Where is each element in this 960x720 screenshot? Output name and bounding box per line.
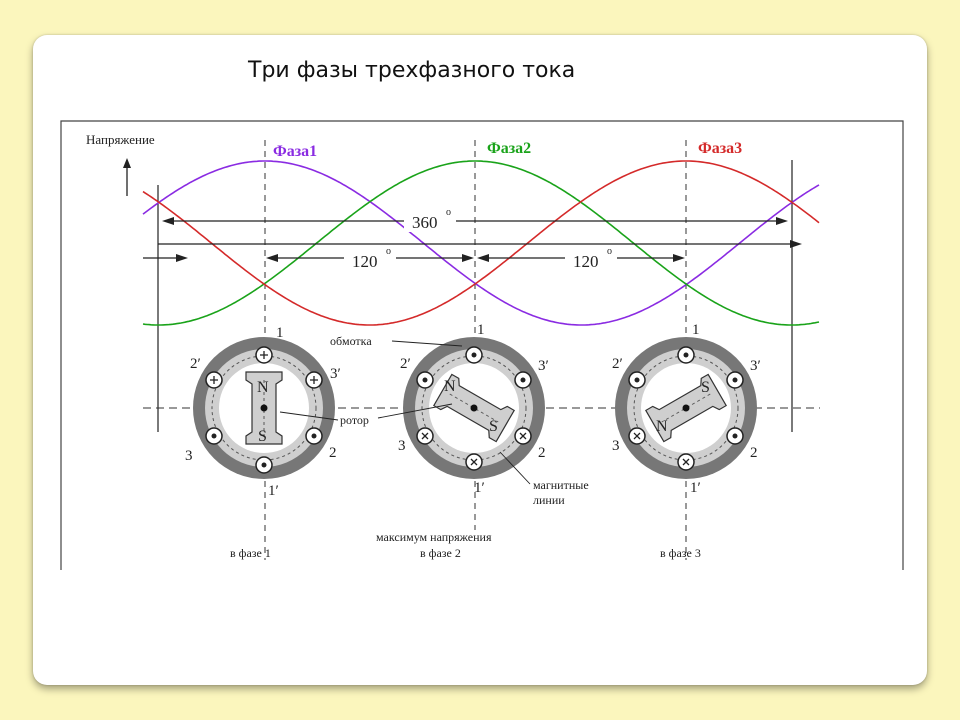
terminal-3 [629,428,645,444]
m3-label-2: 2 [750,445,758,461]
phase1-caption: в фазе 1 [230,546,271,560]
period-degree: o [446,207,451,218]
shift1-arrow-left-head [266,254,278,262]
terminal-2p [629,372,645,388]
m3-label-1p: 1′ [690,480,701,496]
rotor-axis [683,405,690,412]
shift1-label: 120 [352,252,378,271]
m1-label-2p: 2′ [190,356,201,372]
terminal-3p [306,372,322,388]
terminal-3 [206,428,222,444]
terminal-3 [417,428,433,444]
m2-label-2: 2 [538,445,546,461]
rotor-south-label: S [701,379,710,396]
voltage-axis-arrowhead [123,158,131,168]
m3-label-2p: 2′ [612,356,623,372]
m2-label-2p: 2′ [400,356,411,372]
phase2-caption-line1: максимум напряжения [376,530,492,544]
terminal-1 [256,347,272,363]
m2-label-1: 1 [477,322,485,338]
period-arrow-left-head [162,217,174,225]
rotor-south-label: S [489,418,498,435]
shift1-arrow-right-head [462,254,474,262]
rotor-label: ротор [340,413,369,427]
motor-phase3 [612,322,761,496]
terminal-1p [678,454,694,470]
phase2-caption-line2: в фазе 2 [420,546,461,560]
period-arrow-right-head [776,217,788,225]
m1-label-3: 3 [185,448,193,464]
terminal-1 [466,347,482,363]
lead-arrow-head [176,254,188,262]
shift2-degree: o [607,246,612,257]
phase2-label: Фаза2 [487,140,532,157]
phase1-label: Фаза1 [273,143,318,160]
shift2-arrow-left-head [477,254,489,262]
voltage-axis-label: Напряжение [86,132,155,147]
shift2-label: 120 [573,252,599,271]
rotor-south-label: S [258,428,267,445]
m1-label-2: 2 [329,445,337,461]
terminal-1p [256,457,272,473]
rotor-north-label: N [444,378,456,395]
terminal-2p [417,372,433,388]
terminal-2p [206,372,222,388]
m1-label-3p: 3′ [330,366,341,382]
motor-phase2 [398,322,549,496]
m3-label-3: 3 [612,438,620,454]
terminal-3p [727,372,743,388]
winding-label: обмотка [330,334,372,348]
rotor-axis [261,405,268,412]
terminal-2 [727,428,743,444]
terminal-2 [515,428,531,444]
magnetic-lines-label-2: линии [533,493,565,507]
terminal-1p [466,454,482,470]
shift2-arrow-right-head [673,254,685,262]
phase3-caption: в фазе 3 [660,546,701,560]
phase1-curve [143,161,819,325]
phase3-label: Фаза3 [698,140,743,157]
m2-label-1p: 1′ [474,480,485,496]
phase3-curve [143,161,819,325]
m1-label-1: 1 [276,325,284,341]
period-label: 360 [412,213,438,232]
rotor-north-label: N [656,418,668,435]
phase-span-arrowhead [790,240,802,248]
m3-label-3p: 3′ [750,358,761,374]
rotor-north-label: N [257,379,269,396]
slide-title: Три фазы трехфазного тока [248,58,576,83]
terminal-1 [678,347,694,363]
m1-label-1p: 1′ [268,483,279,499]
terminal-3p [515,372,531,388]
magnetic-lines-label-1: магнитные [533,478,589,492]
terminal-2 [306,428,322,444]
m2-label-3: 3 [398,438,406,454]
m3-label-1: 1 [692,322,700,338]
rotor-axis [471,405,478,412]
phase2-curve [143,161,819,325]
motor-phase1 [185,325,341,499]
shift1-degree: o [386,246,391,257]
m2-label-3p: 3′ [538,358,549,374]
